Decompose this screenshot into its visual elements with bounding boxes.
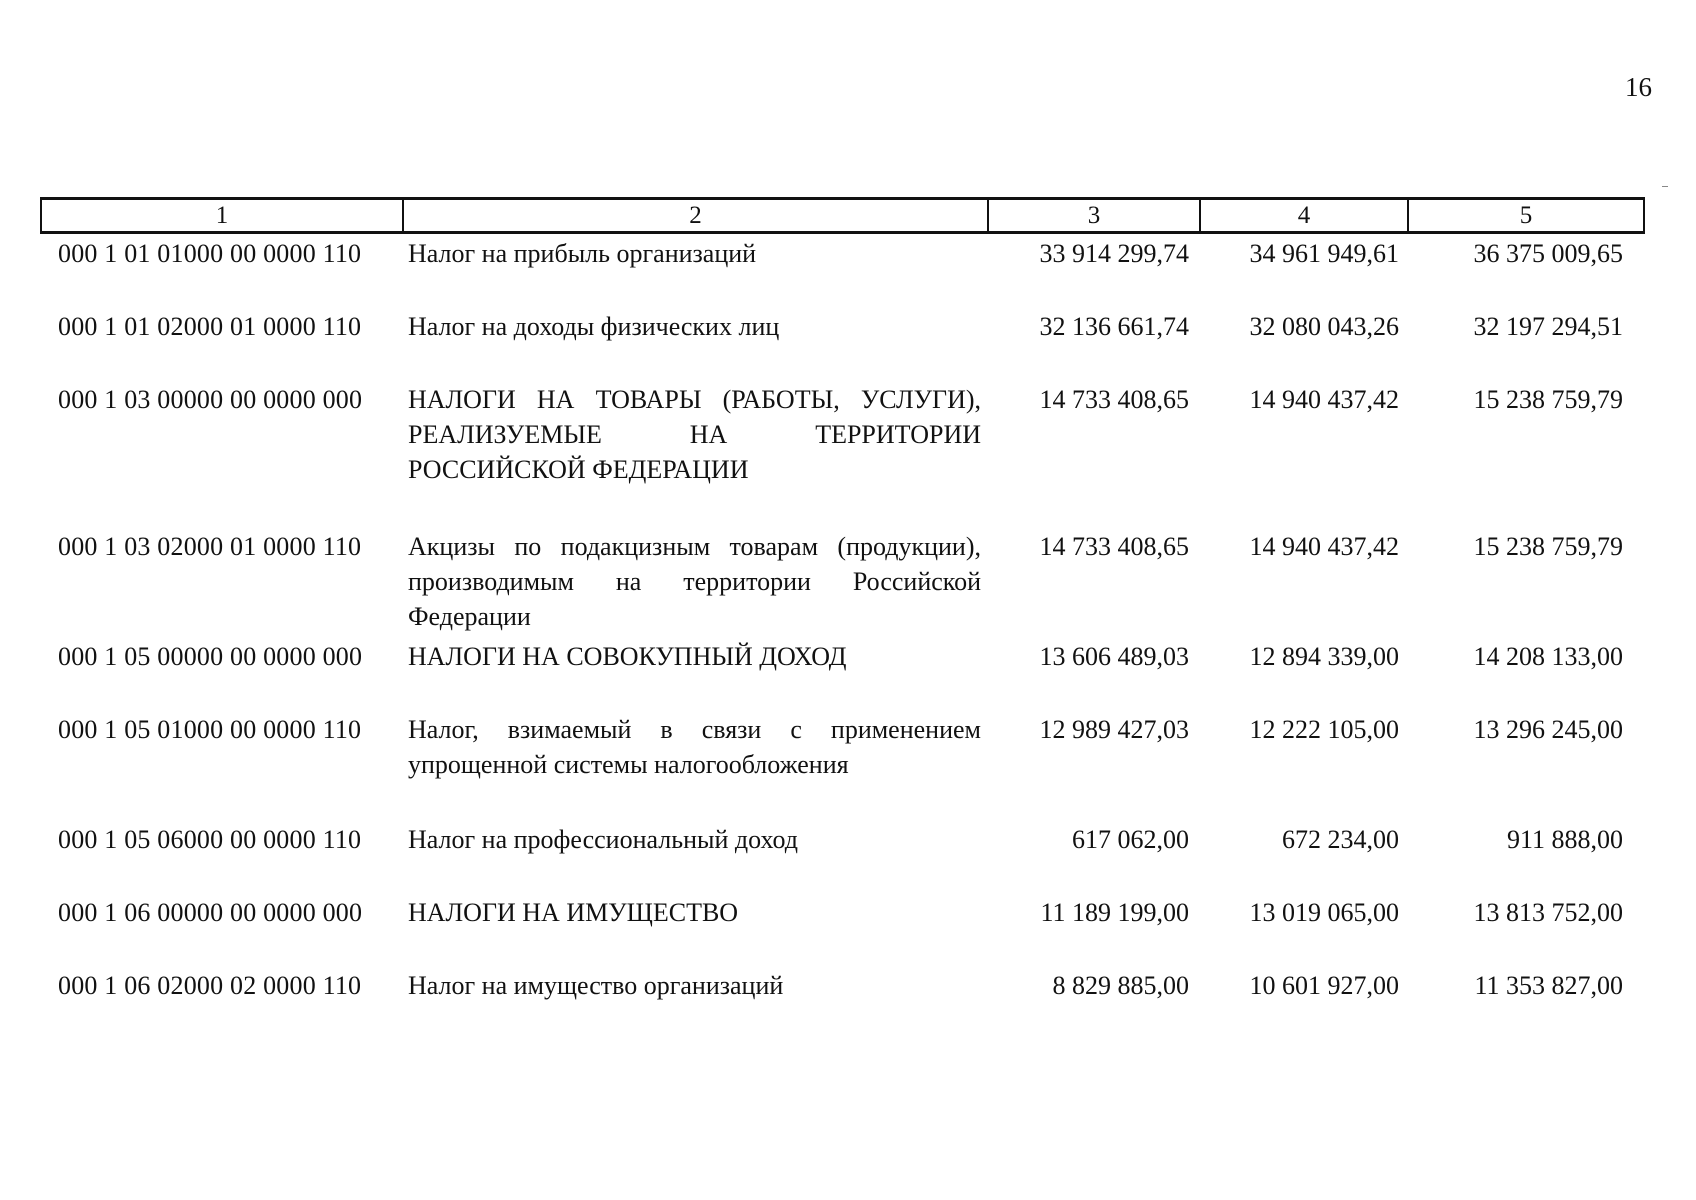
column-header-4: 4 (1200, 199, 1408, 233)
table-header (40, 197, 1645, 234)
budget-code: 000 1 05 00000 00 0000 000 (58, 642, 363, 671)
value-col4: 34 961 949,61 (1249, 239, 1399, 268)
value-col4: 32 080 043,26 (1249, 312, 1399, 341)
table-row (40, 968, 1643, 1041)
table-row (40, 529, 1643, 639)
value-col4: 12 894 339,00 (1249, 642, 1399, 671)
income-name: НАЛОГИ НА ТОВАРЫ (РАБОТЫ, УСЛУГИ), РЕАЛИЗУЕМЫЕ НА ТЕРРИТОРИИ РОССИЙСКОЙ ФЕДЕРАЦИИ (408, 385, 981, 484)
column-header-2: 2 (403, 199, 988, 233)
value-col3: 14 733 408,65 (1039, 385, 1189, 414)
table-body (40, 236, 1643, 1041)
value-col5: 15 238 759,79 (1473, 385, 1623, 414)
value-col3: 617 062,00 (1072, 825, 1189, 854)
value-col3: 13 606 489,03 (1039, 642, 1189, 671)
value-col4: 13 019 065,00 (1249, 898, 1399, 927)
table-row (40, 236, 1643, 309)
budget-code: 000 1 05 01000 00 0000 110 (58, 715, 362, 744)
income-name: Налог, взимаемый в связи с применением упрощенной системы налогообложения (408, 715, 981, 779)
income-name: Налог на профессиональный доход (408, 825, 798, 854)
value-col3: 11 189 199,00 (1040, 898, 1189, 927)
column-header-3: 3 (988, 199, 1200, 233)
value-col4: 10 601 927,00 (1249, 971, 1399, 1000)
value-col5: 36 375 009,65 (1473, 239, 1623, 268)
value-col3: 33 914 299,74 (1039, 239, 1189, 268)
budget-code: 000 1 01 02000 01 0000 110 (58, 312, 362, 341)
budget-code: 000 1 03 02000 01 0000 110 (58, 532, 362, 561)
value-col5: 13 813 752,00 (1473, 898, 1623, 927)
value-col4: 12 222 105,00 (1249, 715, 1399, 744)
income-name: Налог на прибыль организаций (408, 239, 757, 268)
value-col3: 32 136 661,74 (1039, 312, 1189, 341)
budget-code: 000 1 06 00000 00 0000 000 (58, 898, 363, 927)
value-col5: 13 296 245,00 (1473, 715, 1623, 744)
value-col4: 14 940 437,42 (1249, 532, 1399, 561)
budget-code: 000 1 05 06000 00 0000 110 (58, 825, 362, 854)
income-name: Налог на доходы физических лиц (408, 312, 780, 341)
budget-code: 000 1 06 02000 02 0000 110 (58, 971, 362, 1000)
scan-mark (1662, 186, 1668, 187)
budget-code: 000 1 01 01000 00 0000 110 (58, 239, 362, 268)
value-col5: 15 238 759,79 (1473, 532, 1623, 561)
income-name: НАЛОГИ НА ИМУЩЕСТВО (408, 898, 739, 927)
value-col5: 911 888,00 (1506, 825, 1623, 854)
page-number: 16 (1625, 72, 1652, 102)
value-col3: 14 733 408,65 (1039, 532, 1189, 561)
value-col4: 672 234,00 (1282, 825, 1399, 854)
value-col3: 8 829 885,00 (1052, 971, 1189, 1000)
column-header-5: 5 (1408, 199, 1644, 233)
table-row (40, 639, 1643, 712)
income-name: Акцизы по подакцизным товарам (продукции), производимым на территории Российской Федерации (408, 532, 981, 631)
table-row (40, 822, 1643, 895)
value-col3: 12 989 427,03 (1039, 715, 1189, 744)
column-header-1: 1 (41, 199, 403, 233)
value-col5: 11 353 827,00 (1474, 971, 1623, 1000)
value-col5: 14 208 133,00 (1473, 642, 1623, 671)
value-col5: 32 197 294,51 (1473, 312, 1623, 341)
table-row (40, 382, 1643, 529)
value-col4: 14 940 437,42 (1249, 385, 1399, 414)
table-row (40, 309, 1643, 382)
table-row (40, 712, 1643, 822)
budget-code: 000 1 03 00000 00 0000 000 (58, 385, 363, 414)
table-row (40, 895, 1643, 968)
income-name: НАЛОГИ НА СОВОКУПНЫЙ ДОХОД (408, 642, 847, 671)
income-name: Налог на имущество организаций (408, 971, 784, 1000)
